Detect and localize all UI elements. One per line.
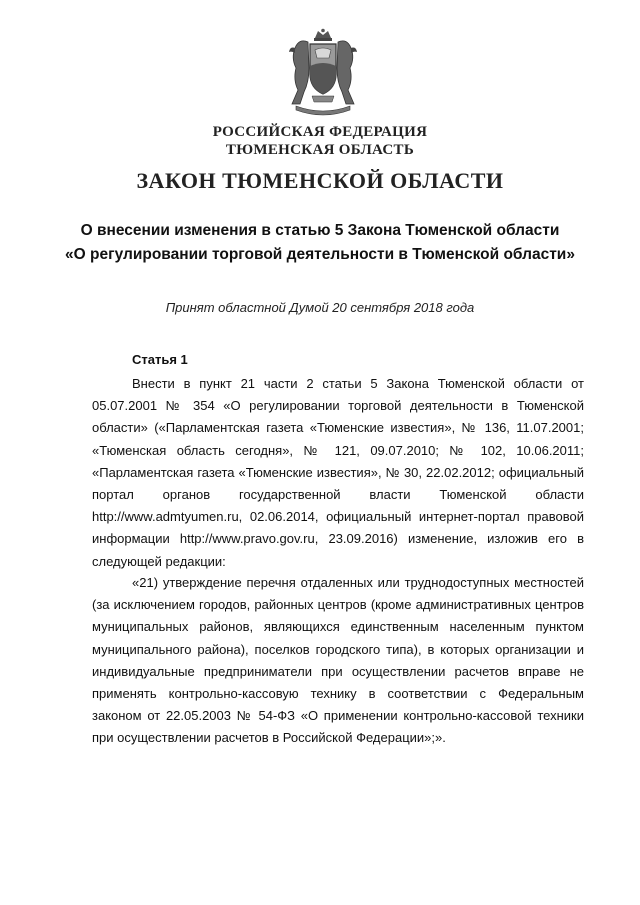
region-heading: ТЮМЕНСКАЯ ОБЛАСТЬ	[225, 142, 415, 158]
country-heading: РОССИЙСКАЯ ФЕДЕРАЦИЯ	[212, 124, 428, 140]
law-title: ЗАКОН ТЮМЕНСКОЙ ОБЛАСТИ	[136, 168, 504, 193]
tyumen-coat-of-arms-icon	[282, 28, 364, 118]
law-subject-line-2: «О регулировании торговой деятельности в Тюменской области»	[65, 246, 575, 263]
article-heading: Статья 1	[132, 352, 188, 367]
article-paragraph-quoted: «21) утверждение перечня отдаленных или труднодоступных местностей (за исключением городов, районных центров (кроме административных центров муниципальных районов, являющихся единственным населенным пунктом муниципального района), поселков городского типа), в которых организации и индивидуальные предприниматели при осуществлении расчетов вправе не применять контрольно-кассовую технику в соответствии с Федеральным законом от 22.05.2003 № 54-ФЗ «О применении контрольно-кассовой техники при осуществлении расчетов в Российской Федерации»;».	[92, 575, 584, 746]
adoption-note: Принят областной Думой 20 сентября 2018 года	[165, 300, 475, 315]
article-paragraph: Внести в пункт 21 части 2 статьи 5 Закона Тюменской области от 05.07.2001 № 354 «О регулировании торговой деятельности в Тюменской области» («Парламентская газета «Тюменские известия», № 136, 11.07.2001; «Тюменская область сегодня», № 121, 09.07.2010; № 102, 10.06.2011; «Парламентская газета «Тюменские известия», № 30, 22.02.2012; официальный портал органов государственной власти Тюменской области http://www.admtyumen.ru, 02.06.2014, официальный интернет-портал правовой информации http://www.pravo.gov.ru, 23.09.2016) изменение, изложив его в следующей редакции:	[92, 376, 584, 569]
law-subject-line-1: О внесении изменения в статью 5 Закона Тюменской области	[80, 222, 560, 239]
